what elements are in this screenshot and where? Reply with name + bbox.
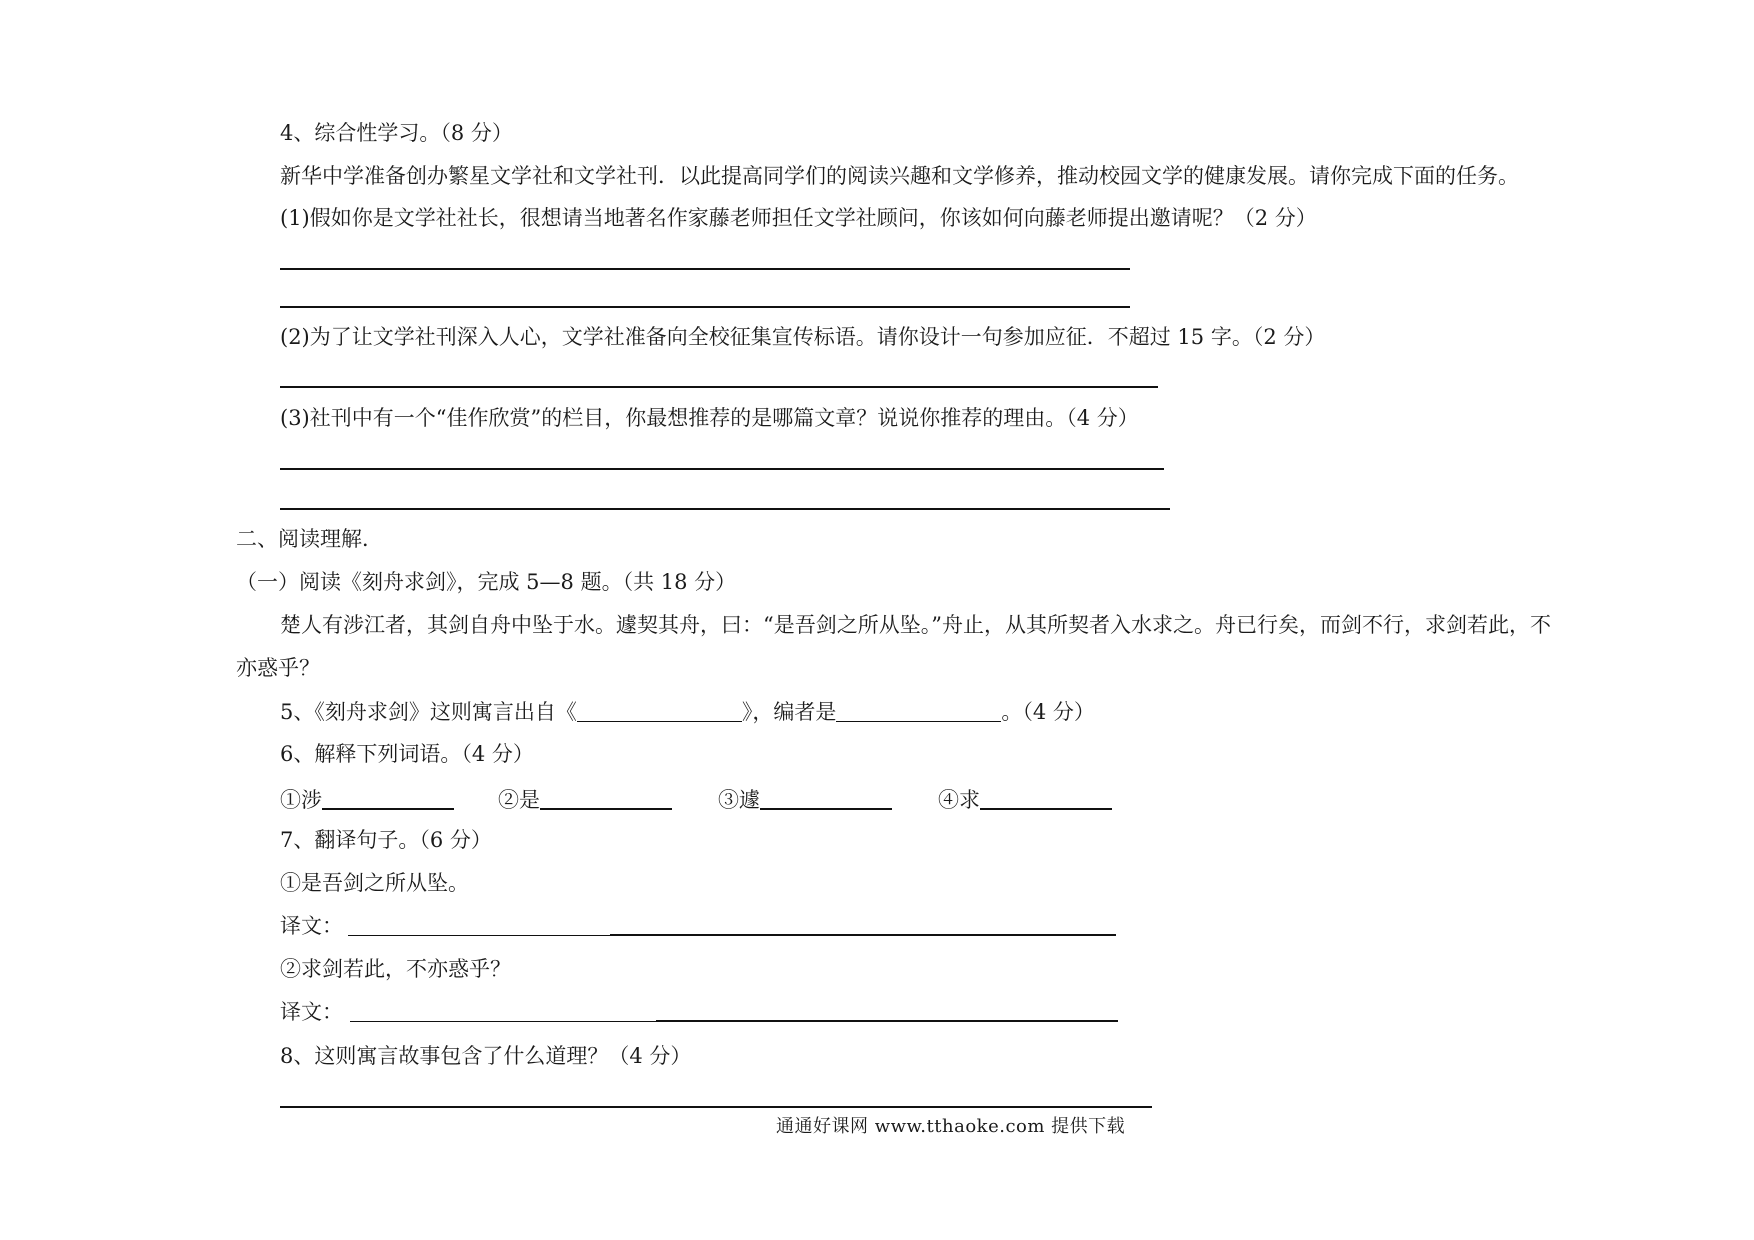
answer-line-4-3a[interactable] <box>280 468 1164 470</box>
answer-line-4-1b[interactable] <box>280 306 1130 308</box>
footer-credit: 通通好课网 www.tthaoke.com 提供下载 <box>776 1116 1126 1137</box>
blank-source-book[interactable] <box>577 701 742 722</box>
blank-q6-4[interactable] <box>980 788 1112 810</box>
blank-q6-3[interactable] <box>760 788 892 810</box>
question-4-title: 4、综合性学习。（8 分） <box>280 121 513 145</box>
answer-line-4-2[interactable] <box>280 386 1158 388</box>
blank-q6-2[interactable] <box>540 788 672 810</box>
answer-line-8[interactable] <box>280 1106 1152 1108</box>
passage-line-2: 亦惑乎？ <box>236 656 320 680</box>
section-reading-heading: 二、阅读理解． <box>236 527 383 551</box>
blank-editor[interactable] <box>836 701 1001 722</box>
question-6-title: 6、解释下列词语。（4 分） <box>280 742 534 766</box>
q6-item-4: ④求 <box>938 788 1112 811</box>
passage-line-1: 楚人有涉江者，其剑自舟中坠于水。遽契其舟，曰：“是吾剑之所从坠。”舟止，从其所契者入水求之。舟已行矣，而剑不行，求剑若此，不 <box>280 613 1551 637</box>
translation-line-1a[interactable] <box>348 935 610 936</box>
translation-label-2: 译文： <box>280 1000 343 1024</box>
q7-sentence-1: ①是吾剑之所从坠。 <box>280 871 469 895</box>
question-4-1: (1)假如你是文学社社长，很想请当地著名作家藤老师担任文学社顾问，你该如何向藤老师提出邀请呢？（2 分） <box>280 206 1317 230</box>
reading-part-1-title: （一）阅读《刻舟求剑》，完成 5—8 题。（共 18 分） <box>236 570 737 594</box>
answer-line-4-3b[interactable] <box>280 508 1170 510</box>
blank-q6-1[interactable] <box>322 788 454 810</box>
translation-line-2b[interactable] <box>656 1020 1118 1022</box>
question-4-3: (3)社刊中有一个“佳作欣赏”的栏目，你最想推荐的是哪篇文章？说说你推荐的理由。（4 分） <box>280 406 1139 430</box>
question-4-2: (2)为了让文学社刊深入人心，文学社准备向全校征集宣传标语。请你设计一句参加应征．不超过 15 字。（2 分） <box>280 325 1326 349</box>
translation-label-1: 译文： <box>280 914 343 938</box>
translation-line-2a[interactable] <box>350 1021 656 1022</box>
translation-line-1b[interactable] <box>610 934 1116 936</box>
q6-item-1: ①涉 <box>280 788 454 811</box>
question-7-title: 7、翻译句子。（6 分） <box>280 828 492 852</box>
question-8-title: 8、这则寓言故事包含了什么道理？（4 分） <box>280 1044 692 1068</box>
answer-line-4-1a[interactable] <box>280 268 1130 270</box>
q6-item-3: ③遽 <box>718 788 892 811</box>
question-4-intro: 新华中学准备创办繁星文学社和文学社刊．以此提高同学们的阅读兴趣和文学修养，推动校园文学的健康发展。请你完成下面的任务。 <box>280 164 1519 188</box>
question-5: 5、《刻舟求剑》这则寓言出自《 》，编者是 。（4 分） <box>280 700 1095 724</box>
q7-sentence-2: ②求剑若此，不亦惑乎？ <box>280 957 511 981</box>
q6-item-2: ②是 <box>498 788 672 811</box>
